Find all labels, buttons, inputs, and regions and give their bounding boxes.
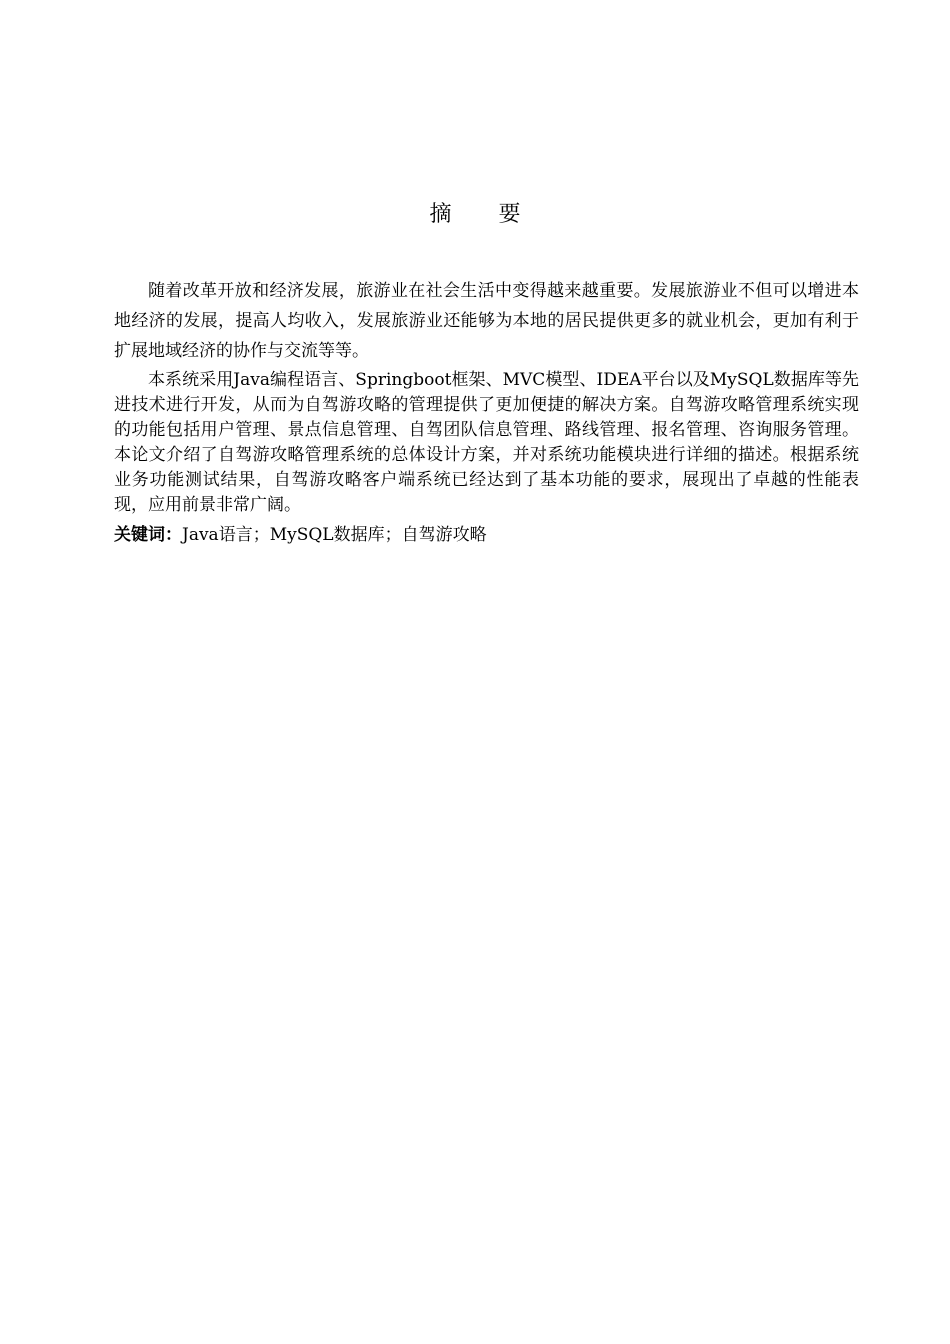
- keywords-line: [114, 522, 859, 548]
- keywords-text: Java语言；MySQL数据库；自驾游攻略: [182, 525, 487, 545]
- abstract-body: [114, 276, 859, 548]
- abstract-title: 摘 要: [429, 202, 541, 227]
- abstract-paragraph-1: 随着改革开放和经济发展，旅游业在社会生活中变得越来越重要。发展旅游业不但可以增进本地经济的发展，提高人均收入，发展旅游业还能够为本地的居民提供更多的就业机会，更加有利于扩展地域经济的协作与交流等等。: [114, 281, 859, 361]
- abstract-paragraph-2: 本系统采用Java编程语言、Springboot框架、MVC模型、IDEA平台以及MySQL数据库等先进技术进行开发，从而为自驾游攻略的管理提供了更加便捷的解决方案。自驾游攻略管理系统实现的功能包括用户管理、景点信息管理、自驾团队信息管理、路线管理、报名管理、咨询服务管理。本论文介绍了自驾游攻略管理系统的总体设计方案，并对系统功能模块进行详细的描述。根据系统业务功能测试结果，自驾游攻略客户端系统已经达到了基本功能的要求，展现出了卓越的性能表现，应用前景非常广阔。: [114, 370, 859, 515]
- keywords-label: 关键词：: [114, 525, 182, 545]
